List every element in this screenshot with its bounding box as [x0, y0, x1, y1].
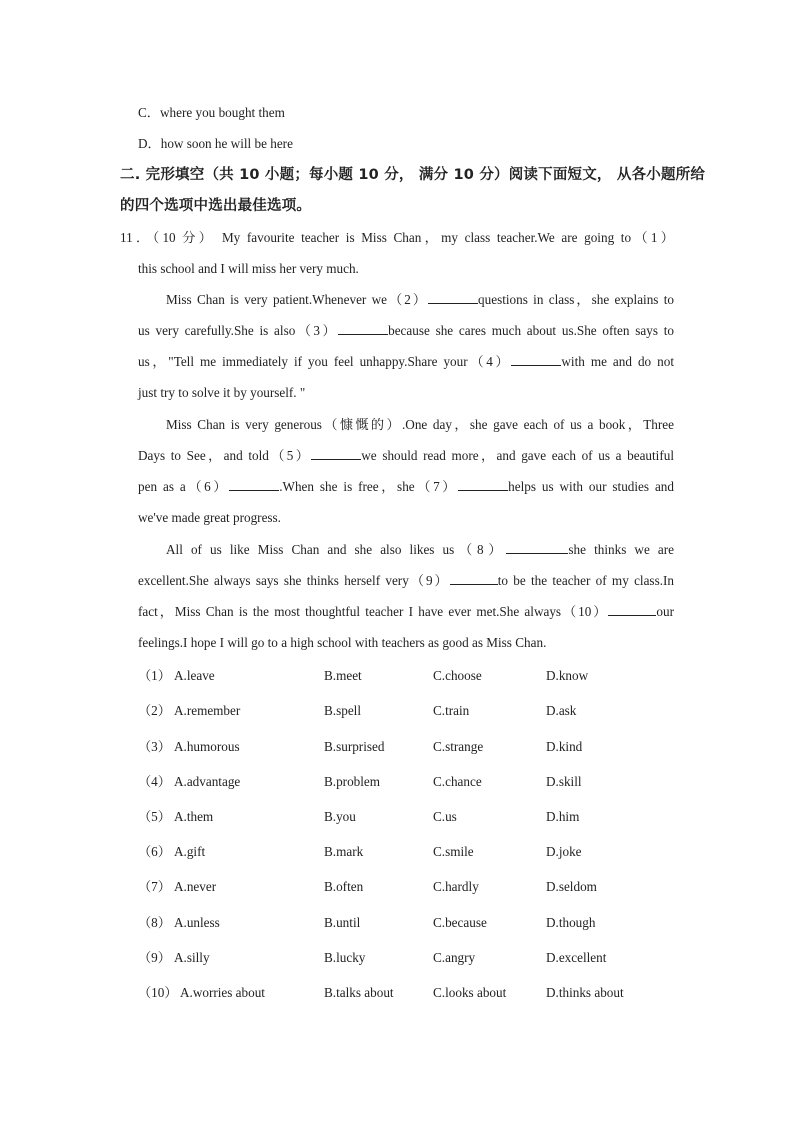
passage-text: us very carefully.She is also（3） [138, 323, 339, 338]
choice-a[interactable]: A.remember [174, 703, 241, 718]
choice-a[interactable]: A.silly [174, 950, 210, 965]
blank-10[interactable] [608, 603, 656, 616]
passage-text: .When she is free，she（7） [279, 479, 459, 494]
passage-text: All of us like Miss Chan and she also likes us（8） [166, 542, 507, 557]
option-letter: D． [138, 136, 161, 151]
choice-d[interactable]: D.him [546, 809, 580, 824]
paragraph-2-line-1 [166, 291, 674, 309]
choice-row [138, 914, 698, 932]
paragraph-2-line-2 [138, 322, 674, 340]
choice-a[interactable]: A.advantage [174, 774, 241, 789]
choice-number: （8） [138, 915, 171, 930]
passage-text: she thinks we are [568, 542, 674, 557]
passage-text: questions in class，she explains to [478, 292, 674, 307]
paragraph-3-line-2 [138, 447, 674, 465]
paragraph-2-line-4: just try to solve it by yourself. " [138, 385, 306, 400]
blank-6[interactable] [229, 478, 279, 491]
passage-text: to be the teacher of my class.In [497, 573, 674, 588]
blank-8[interactable] [506, 541, 568, 554]
choice-b[interactable]: B.meet [324, 668, 362, 683]
choice-b[interactable]: B.until [324, 915, 361, 930]
choice-c[interactable]: C.hardly [433, 879, 479, 894]
choice-d[interactable]: D.kind [546, 739, 583, 754]
section-heading-line-1: 二. 完形填空（共 10 小题；每小题 10 分， 满分 10 分）阅读下面短文， 从各小题所给 [120, 167, 706, 183]
choice-a[interactable]: A.them [174, 809, 214, 824]
passage-text: fact，Miss Chan is the most thoughtful teacher I have ever met.She always（10） [138, 604, 609, 619]
paragraph-3-line-1: Miss Chan is very generous（慷慨的）.One day，she gave each of us a book，Three [166, 417, 674, 432]
choice-b[interactable]: B.spell [324, 703, 361, 718]
choice-row [138, 949, 698, 967]
choice-row [138, 878, 698, 896]
choice-d[interactable]: D.ask [546, 703, 577, 718]
choice-number: （4） [138, 774, 171, 789]
choice-c[interactable]: C.train [433, 703, 470, 718]
passage-text: My favourite teacher is Miss Chan，my class teacher.We are going to（1） [221, 230, 674, 245]
choice-number: （1） [138, 668, 171, 683]
choice-a[interactable]: A.never [174, 879, 217, 894]
passage-text: with me and do not [561, 354, 674, 369]
choice-row [138, 738, 698, 756]
choice-c[interactable]: C.smile [433, 844, 474, 859]
option-d-previous [138, 135, 293, 153]
choice-row [138, 808, 698, 826]
choice-number: （10） [138, 985, 178, 1000]
blank-5[interactable] [311, 447, 361, 460]
option-text: where you bought them [159, 105, 285, 120]
paragraph-4-line-1 [166, 541, 674, 559]
question-number: 11． [120, 230, 153, 245]
blank-4[interactable] [511, 353, 561, 366]
passage-text: we should read more，and gave each of us a beautiful [361, 448, 674, 463]
choice-row [138, 773, 698, 791]
paragraph-3-line-4: we've made great progress. [138, 510, 281, 525]
choice-d[interactable]: D.seldom [546, 879, 597, 894]
choice-row [138, 702, 698, 720]
choice-number: （9） [138, 950, 171, 965]
choice-a[interactable]: A.humorous [174, 739, 240, 754]
choice-b[interactable]: B.problem [324, 774, 381, 789]
paragraph-4-line-2 [138, 572, 674, 590]
passage-text: us，"Tell me immediately if you feel unhappy.Share your（4） [138, 354, 512, 369]
choice-c[interactable]: C.choose [433, 668, 482, 683]
blank-3[interactable] [338, 322, 388, 335]
choice-a[interactable]: A.unless [174, 915, 220, 930]
paragraph-3-line-3 [138, 478, 674, 496]
section-heading-line-2: 的四个选项中选出最佳选项。 [120, 198, 312, 214]
paragraph-4-line-4: feelings.I hope I will go to a high school with teachers as good as Miss Chan. [138, 635, 547, 650]
choice-number: （5） [138, 809, 171, 824]
choice-number: （2） [138, 703, 171, 718]
blank-9[interactable] [450, 572, 498, 585]
choice-row [138, 667, 698, 685]
passage-text: pen as a（6） [138, 479, 230, 494]
choice-b[interactable]: B.surprised [324, 739, 385, 754]
choice-number: （3） [138, 739, 171, 754]
passage-text: helps us with our studies and [508, 479, 674, 494]
choice-a[interactable]: A.gift [174, 844, 206, 859]
paragraph-2-line-3 [138, 353, 674, 371]
choice-b[interactable]: B.talks about [324, 985, 394, 1000]
choice-row [138, 843, 698, 861]
choice-c[interactable]: C.because [433, 915, 487, 930]
choice-c[interactable]: C.angry [433, 950, 476, 965]
choice-d[interactable]: D.know [546, 668, 589, 683]
choice-a[interactable]: A.worries about [180, 985, 265, 1000]
choice-a[interactable]: A.leave [174, 668, 215, 683]
choice-d[interactable]: D.thinks about [546, 985, 624, 1000]
choice-c[interactable]: C.looks about [433, 985, 507, 1000]
option-letter: C． [138, 105, 160, 120]
choice-b[interactable]: B.mark [324, 844, 364, 859]
choice-number: （6） [138, 844, 171, 859]
choice-c[interactable]: C.chance [433, 774, 482, 789]
choice-d[interactable]: D.excellent [546, 950, 607, 965]
paragraph-4-line-3 [138, 603, 674, 621]
question-11-line-2: this school and I will miss her very much. [138, 261, 359, 276]
choice-d[interactable]: D.skill [546, 774, 582, 789]
question-score: （10 分） [152, 230, 216, 245]
passage-text: Days to See，and told（5） [138, 448, 312, 463]
choice-d[interactable]: D.though [546, 915, 596, 930]
choice-b[interactable]: B.you [324, 809, 356, 824]
passage-text: our [656, 604, 674, 619]
passage-text: because she cares much about us.She often says to [388, 323, 674, 338]
option-text: how soon he will be here [160, 136, 293, 151]
choice-d[interactable]: D.joke [546, 844, 582, 859]
choice-c[interactable]: C.us [433, 809, 457, 824]
question-11-line-1 [120, 229, 674, 247]
choice-row [138, 984, 698, 1002]
option-c-previous [138, 104, 285, 122]
passage-text: excellent.She always says she thinks herself very（9） [138, 573, 450, 588]
choice-c[interactable]: C.strange [433, 739, 484, 754]
blank-7[interactable] [458, 478, 508, 491]
choice-b[interactable]: B.often [324, 879, 364, 894]
choice-b[interactable]: B.lucky [324, 950, 366, 965]
blank-2[interactable] [428, 291, 478, 304]
choice-number: （7） [138, 879, 171, 894]
passage-text: Miss Chan is very patient.Whenever we（2） [166, 292, 429, 307]
